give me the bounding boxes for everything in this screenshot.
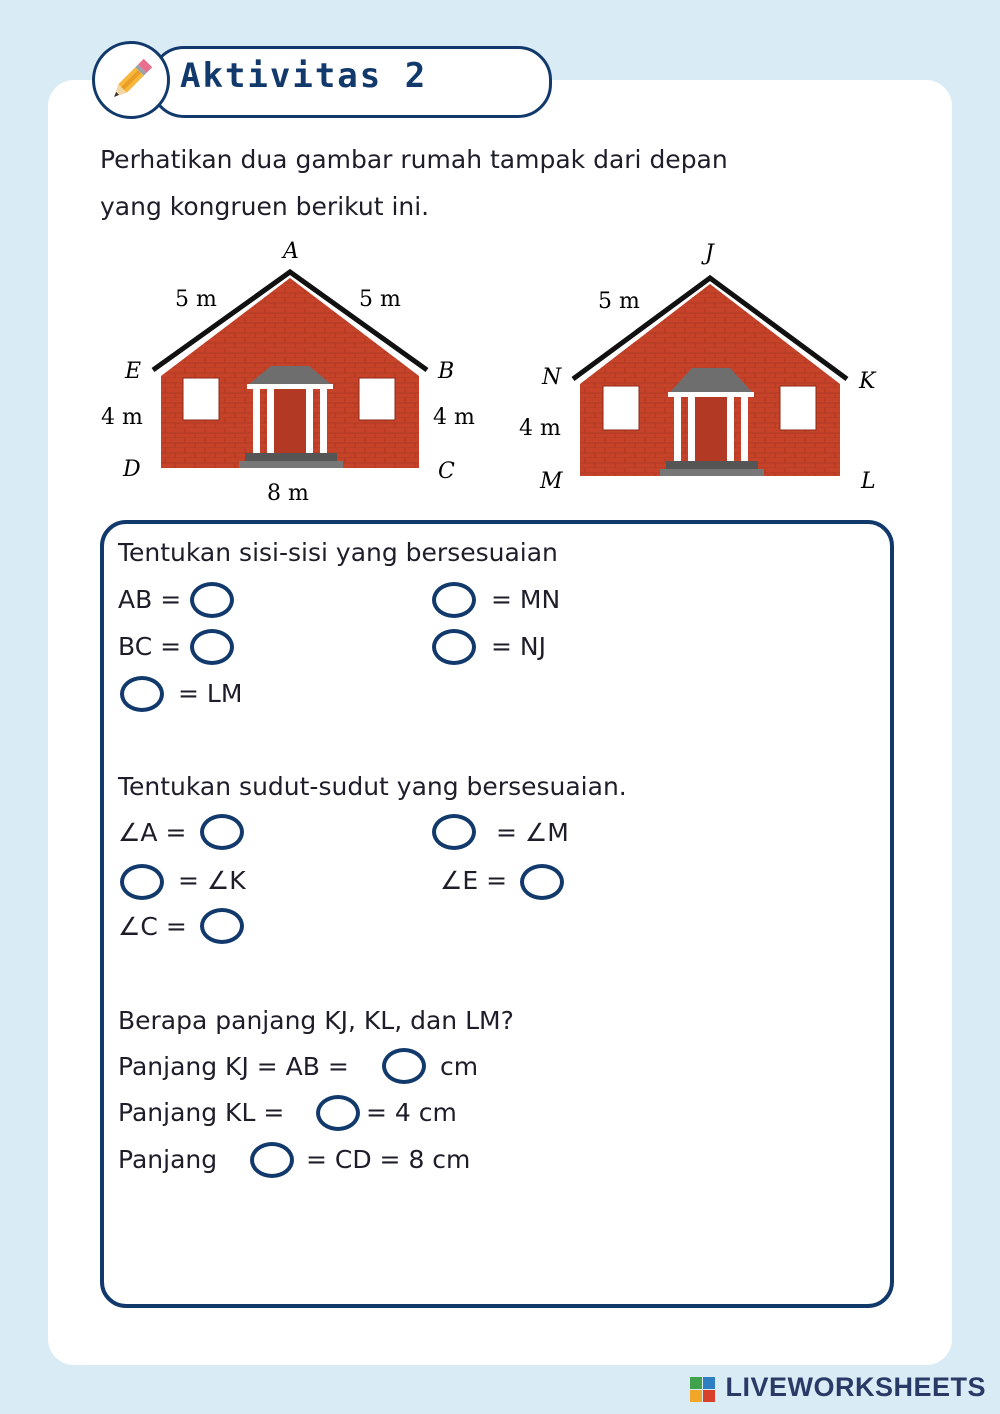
s1-r1-left-label: AB = bbox=[118, 585, 182, 614]
answer-blank-s1-mn[interactable] bbox=[432, 582, 476, 618]
label-NM: 4 m bbox=[519, 416, 561, 441]
vertex-B: B bbox=[438, 359, 455, 384]
pencil-icon bbox=[103, 52, 159, 108]
vertex-E: E bbox=[125, 359, 142, 384]
intro-line-1: Perhatikan dua gambar rumah tampak dari depan bbox=[100, 145, 728, 174]
s1-r3-left-label: = LM bbox=[178, 679, 243, 708]
s1-r2-left-label: BC = bbox=[118, 632, 182, 661]
vertex-C: C bbox=[438, 459, 455, 484]
window-left-2 bbox=[603, 386, 639, 430]
answer-blank-s3-lm[interactable] bbox=[250, 1142, 294, 1178]
vertex-L: L bbox=[861, 469, 876, 494]
answer-blank-s1-nj[interactable] bbox=[432, 629, 476, 665]
label-ED: 4 m bbox=[101, 405, 143, 430]
s3-l2-suffix: = 4 cm bbox=[366, 1098, 457, 1127]
vertex-N: N bbox=[542, 365, 562, 390]
s2-r3-left-label: ∠C = bbox=[118, 912, 187, 941]
s3-l3-prefix: Panjang bbox=[118, 1145, 218, 1174]
vertex-A: A bbox=[283, 239, 299, 264]
label-NJ: 5 m bbox=[598, 289, 640, 314]
s2-r1-left-label: ∠A = bbox=[118, 818, 187, 847]
vertex-D: D bbox=[123, 457, 141, 482]
label-EA: 5 m bbox=[175, 287, 217, 312]
answer-blank-s2-angle-a[interactable] bbox=[200, 814, 244, 850]
steps-1 bbox=[245, 453, 337, 461]
label-AB: 5 m bbox=[359, 287, 401, 312]
window-right-1 bbox=[359, 378, 395, 420]
answer-blank-s1-lm[interactable] bbox=[120, 676, 164, 712]
liveworksheets-logo-icon bbox=[690, 1377, 716, 1403]
window-right-2 bbox=[780, 386, 816, 430]
s1-r2-right-label: = NJ bbox=[491, 632, 546, 661]
s2-r1-right-label: = ∠M bbox=[496, 818, 569, 847]
vertex-M: M bbox=[540, 469, 563, 494]
s3-l3-suffix: = CD = 8 cm bbox=[306, 1145, 471, 1174]
answer-blank-s2-angle-m[interactable] bbox=[432, 814, 476, 850]
intro-text bbox=[100, 136, 880, 230]
section3-heading: Berapa panjang KJ, KL, dan LM? bbox=[118, 1006, 514, 1035]
section2-heading: Tentukan sudut-sudut yang bersesuaian. bbox=[118, 772, 627, 801]
answer-blank-s3-kj[interactable] bbox=[382, 1048, 426, 1084]
steps-2 bbox=[666, 461, 758, 469]
label-BC: 4 m bbox=[433, 405, 475, 430]
answer-blank-s1-ab[interactable] bbox=[190, 582, 234, 618]
activity-title: Aktivitas 2 bbox=[180, 56, 428, 96]
s3-l1-prefix: Panjang KJ = AB = bbox=[118, 1052, 349, 1081]
s3-l1-suffix: cm bbox=[440, 1052, 479, 1081]
answer-blank-s3-kl[interactable] bbox=[316, 1095, 360, 1131]
liveworksheets-brand[interactable]: LIVEWORKSHEETS bbox=[725, 1372, 986, 1402]
answer-blank-s1-bc[interactable] bbox=[190, 629, 234, 665]
houses-figure bbox=[95, 238, 895, 510]
answer-blank-s2-angle-k[interactable] bbox=[120, 864, 164, 900]
section1-heading: Tentukan sisi-sisi yang bersesuaian bbox=[118, 538, 558, 567]
s2-r2-right-label: ∠E = bbox=[440, 866, 508, 895]
vertex-K: K bbox=[859, 369, 876, 394]
s2-r2-left-label: = ∠K bbox=[178, 866, 246, 895]
s1-r1-right-label: = MN bbox=[491, 585, 561, 614]
intro-line-2: yang kongruen berikut ini. bbox=[100, 192, 430, 221]
vertex-J: J bbox=[705, 241, 714, 266]
window-left-1 bbox=[183, 378, 219, 420]
answer-blank-s2-angle-c[interactable] bbox=[200, 908, 244, 944]
label-DC: 8 m bbox=[267, 481, 309, 506]
pencil-badge bbox=[92, 41, 170, 119]
answer-blank-s2-angle-e[interactable] bbox=[520, 864, 564, 900]
s3-l2-prefix: Panjang KL = bbox=[118, 1098, 285, 1127]
